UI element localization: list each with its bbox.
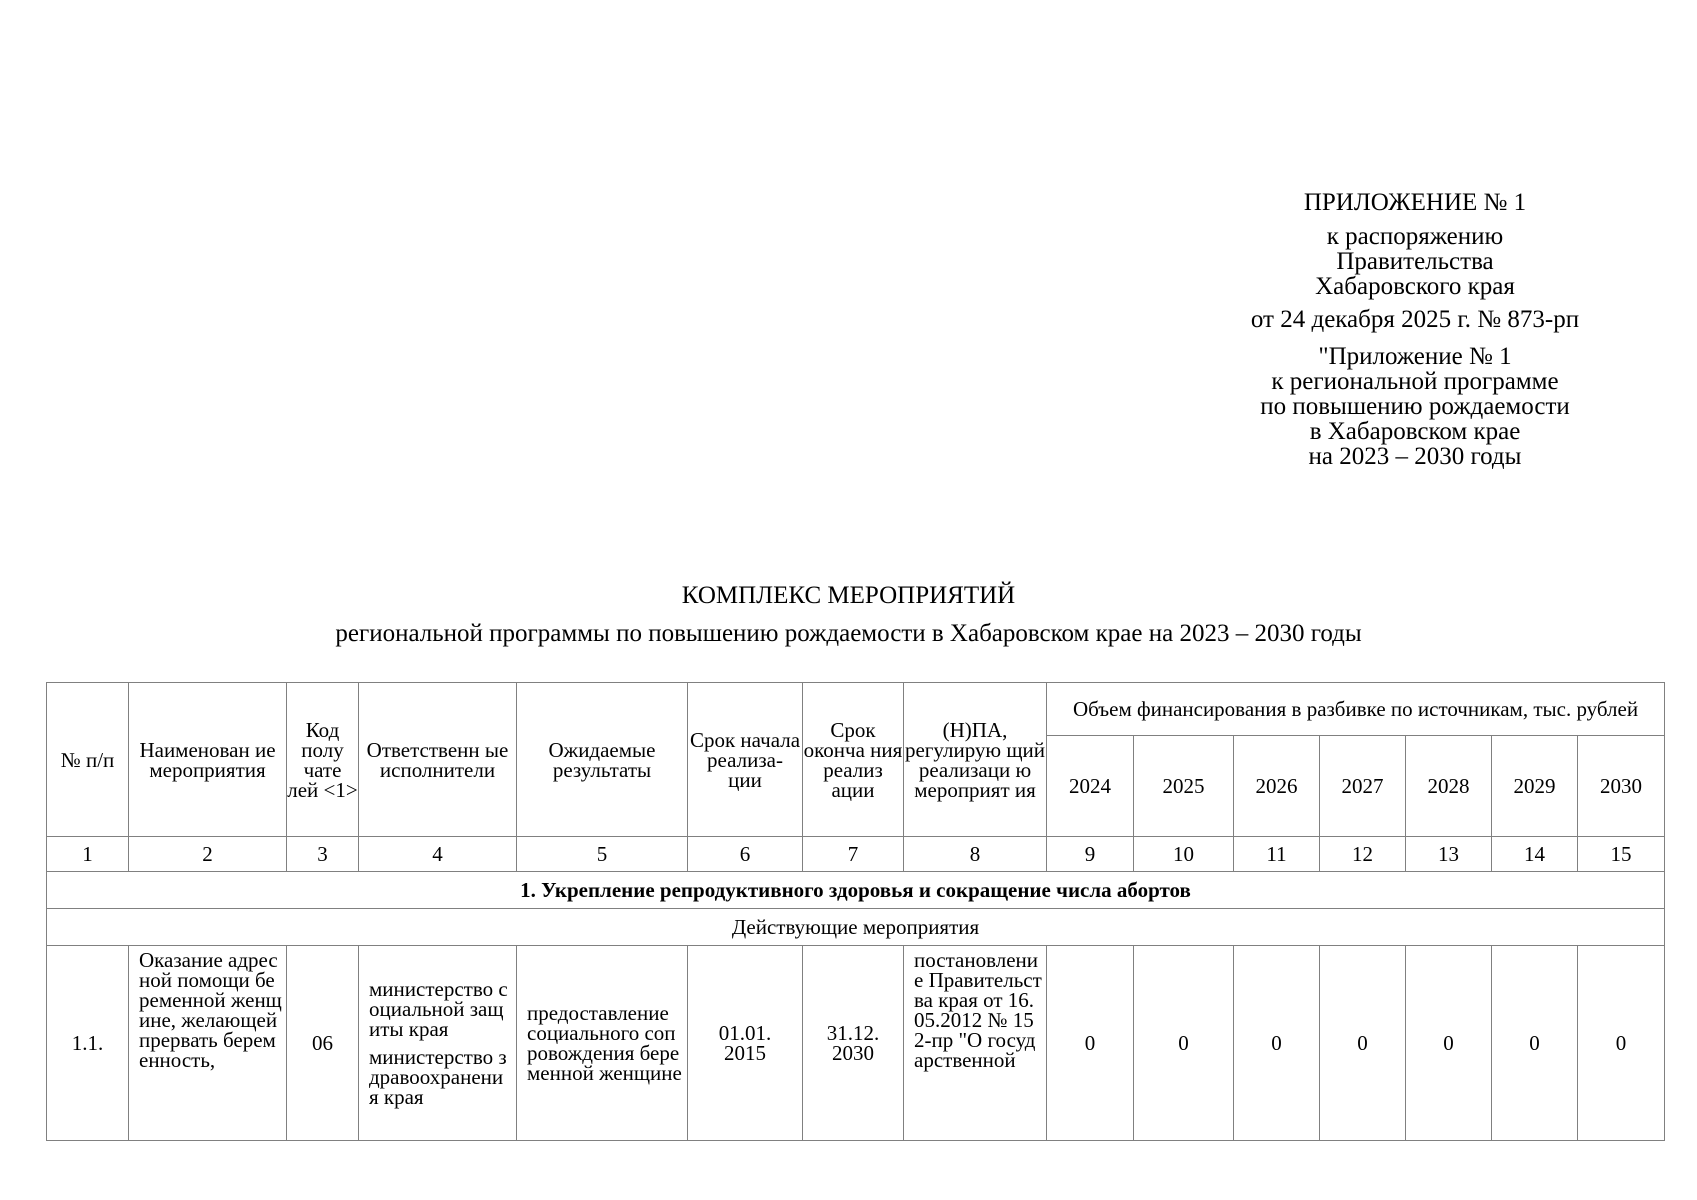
row-funding: 0 bbox=[1234, 946, 1320, 1141]
header-year: 2026 bbox=[1234, 736, 1320, 837]
header-year: 2029 bbox=[1492, 736, 1578, 837]
appendix-date: от 24 декабря 2025 г. № 873-рп bbox=[1250, 306, 1580, 333]
row-num: 1.1. bbox=[47, 946, 129, 1141]
column-number: 13 bbox=[1406, 837, 1492, 872]
responsible-item: министерство здравоохранения края bbox=[369, 1045, 507, 1109]
header-end: Срок оконча ния реализ ации bbox=[803, 683, 904, 837]
row-results bbox=[517, 946, 688, 1141]
column-number: 7 bbox=[803, 837, 904, 872]
column-number: 5 bbox=[517, 837, 688, 872]
program-line: в Хабаровском крае bbox=[1309, 418, 1521, 445]
header-start: Срок начала реализа- ции bbox=[688, 683, 803, 837]
header-year: 2025 bbox=[1134, 736, 1234, 837]
header-code: Код полу чате лей <1> bbox=[287, 683, 359, 837]
program-line: на 2023 – 2030 годы bbox=[1308, 443, 1522, 470]
row-code: 06 bbox=[287, 946, 359, 1141]
header-year: 2030 bbox=[1578, 736, 1665, 837]
row-responsible bbox=[359, 946, 517, 1141]
appendix-line: Правительства bbox=[1336, 248, 1494, 275]
column-number: 15 bbox=[1578, 837, 1665, 872]
row-results-text: предоставление социального сопровождения беременной женщине bbox=[527, 1001, 682, 1085]
header-npa: (Н)ПА, регулирую щий реализаци ю мероприят ия bbox=[904, 683, 1047, 837]
appendix-title: ПРИЛОЖЕНИЕ № 1 bbox=[1303, 189, 1527, 216]
column-number: 10 bbox=[1134, 837, 1234, 872]
column-number: 6 bbox=[688, 837, 803, 872]
column-number-row bbox=[47, 837, 1665, 872]
row-funding: 0 bbox=[1320, 946, 1406, 1141]
header-num: № п/п bbox=[47, 683, 129, 837]
header-year: 2027 bbox=[1320, 736, 1406, 837]
column-number: 14 bbox=[1492, 837, 1578, 872]
row-end: 31.12. 2030 bbox=[803, 946, 904, 1141]
row-funding: 0 bbox=[1578, 946, 1665, 1141]
header-responsible: Ответственн ые исполнители bbox=[359, 683, 517, 837]
appendix-block bbox=[1205, 190, 1625, 469]
document-subtitle: региональной программы по повышению рождаемости в Хабаровском крае на 2023 – 2030 годы bbox=[335, 620, 1362, 647]
column-number: 12 bbox=[1320, 837, 1406, 872]
row-funding: 0 bbox=[1492, 946, 1578, 1141]
column-number: 9 bbox=[1047, 837, 1134, 872]
row-name bbox=[129, 946, 287, 1141]
column-number: 11 bbox=[1234, 837, 1320, 872]
section-title: 1. Укрепление репродуктивного здоровья и сокращение числа абортов bbox=[47, 872, 1665, 909]
measures-table bbox=[46, 682, 1665, 1141]
column-number: 1 bbox=[47, 837, 129, 872]
row-npa-text: постановление Правительства края от 16.05.2012 № 152-пр "О государственной bbox=[914, 950, 1042, 1072]
row-funding: 0 bbox=[1047, 946, 1134, 1141]
table-row bbox=[47, 946, 1665, 1141]
header-results: Ожидаемые результаты bbox=[517, 683, 688, 837]
column-number: 4 bbox=[359, 837, 517, 872]
appendix-line: к распоряжению bbox=[1326, 223, 1504, 250]
program-line: к региональной программе bbox=[1271, 368, 1559, 395]
header-year: 2024 bbox=[1047, 736, 1134, 837]
header-funding: Объем финансирования в разбивке по источникам, тыс. рублей bbox=[1047, 683, 1665, 736]
program-line: "Приложение № 1 bbox=[1318, 343, 1512, 370]
row-npa bbox=[904, 946, 1047, 1141]
column-number: 3 bbox=[287, 837, 359, 872]
column-number: 8 bbox=[904, 837, 1047, 872]
header-year: 2028 bbox=[1406, 736, 1492, 837]
document-title: КОМПЛЕКС МЕРОПРИЯТИЙ bbox=[681, 582, 1016, 609]
row-start: 01.01. 2015 bbox=[688, 946, 803, 1141]
column-number: 2 bbox=[129, 837, 287, 872]
subsection-title: Действующие мероприятия bbox=[47, 909, 1665, 946]
appendix-line: Хабаровского края bbox=[1315, 273, 1515, 300]
row-funding: 0 bbox=[1406, 946, 1492, 1141]
header-name: Наименован ие мероприятия bbox=[129, 683, 287, 837]
responsible-item: министерство социальной защиты края bbox=[369, 977, 508, 1041]
row-funding: 0 bbox=[1134, 946, 1234, 1141]
program-line: по повышению рождаемости bbox=[1260, 393, 1570, 420]
row-name-text: Оказание адресной помощи беременной женщине, желающей прервать беременность, bbox=[139, 950, 282, 1072]
